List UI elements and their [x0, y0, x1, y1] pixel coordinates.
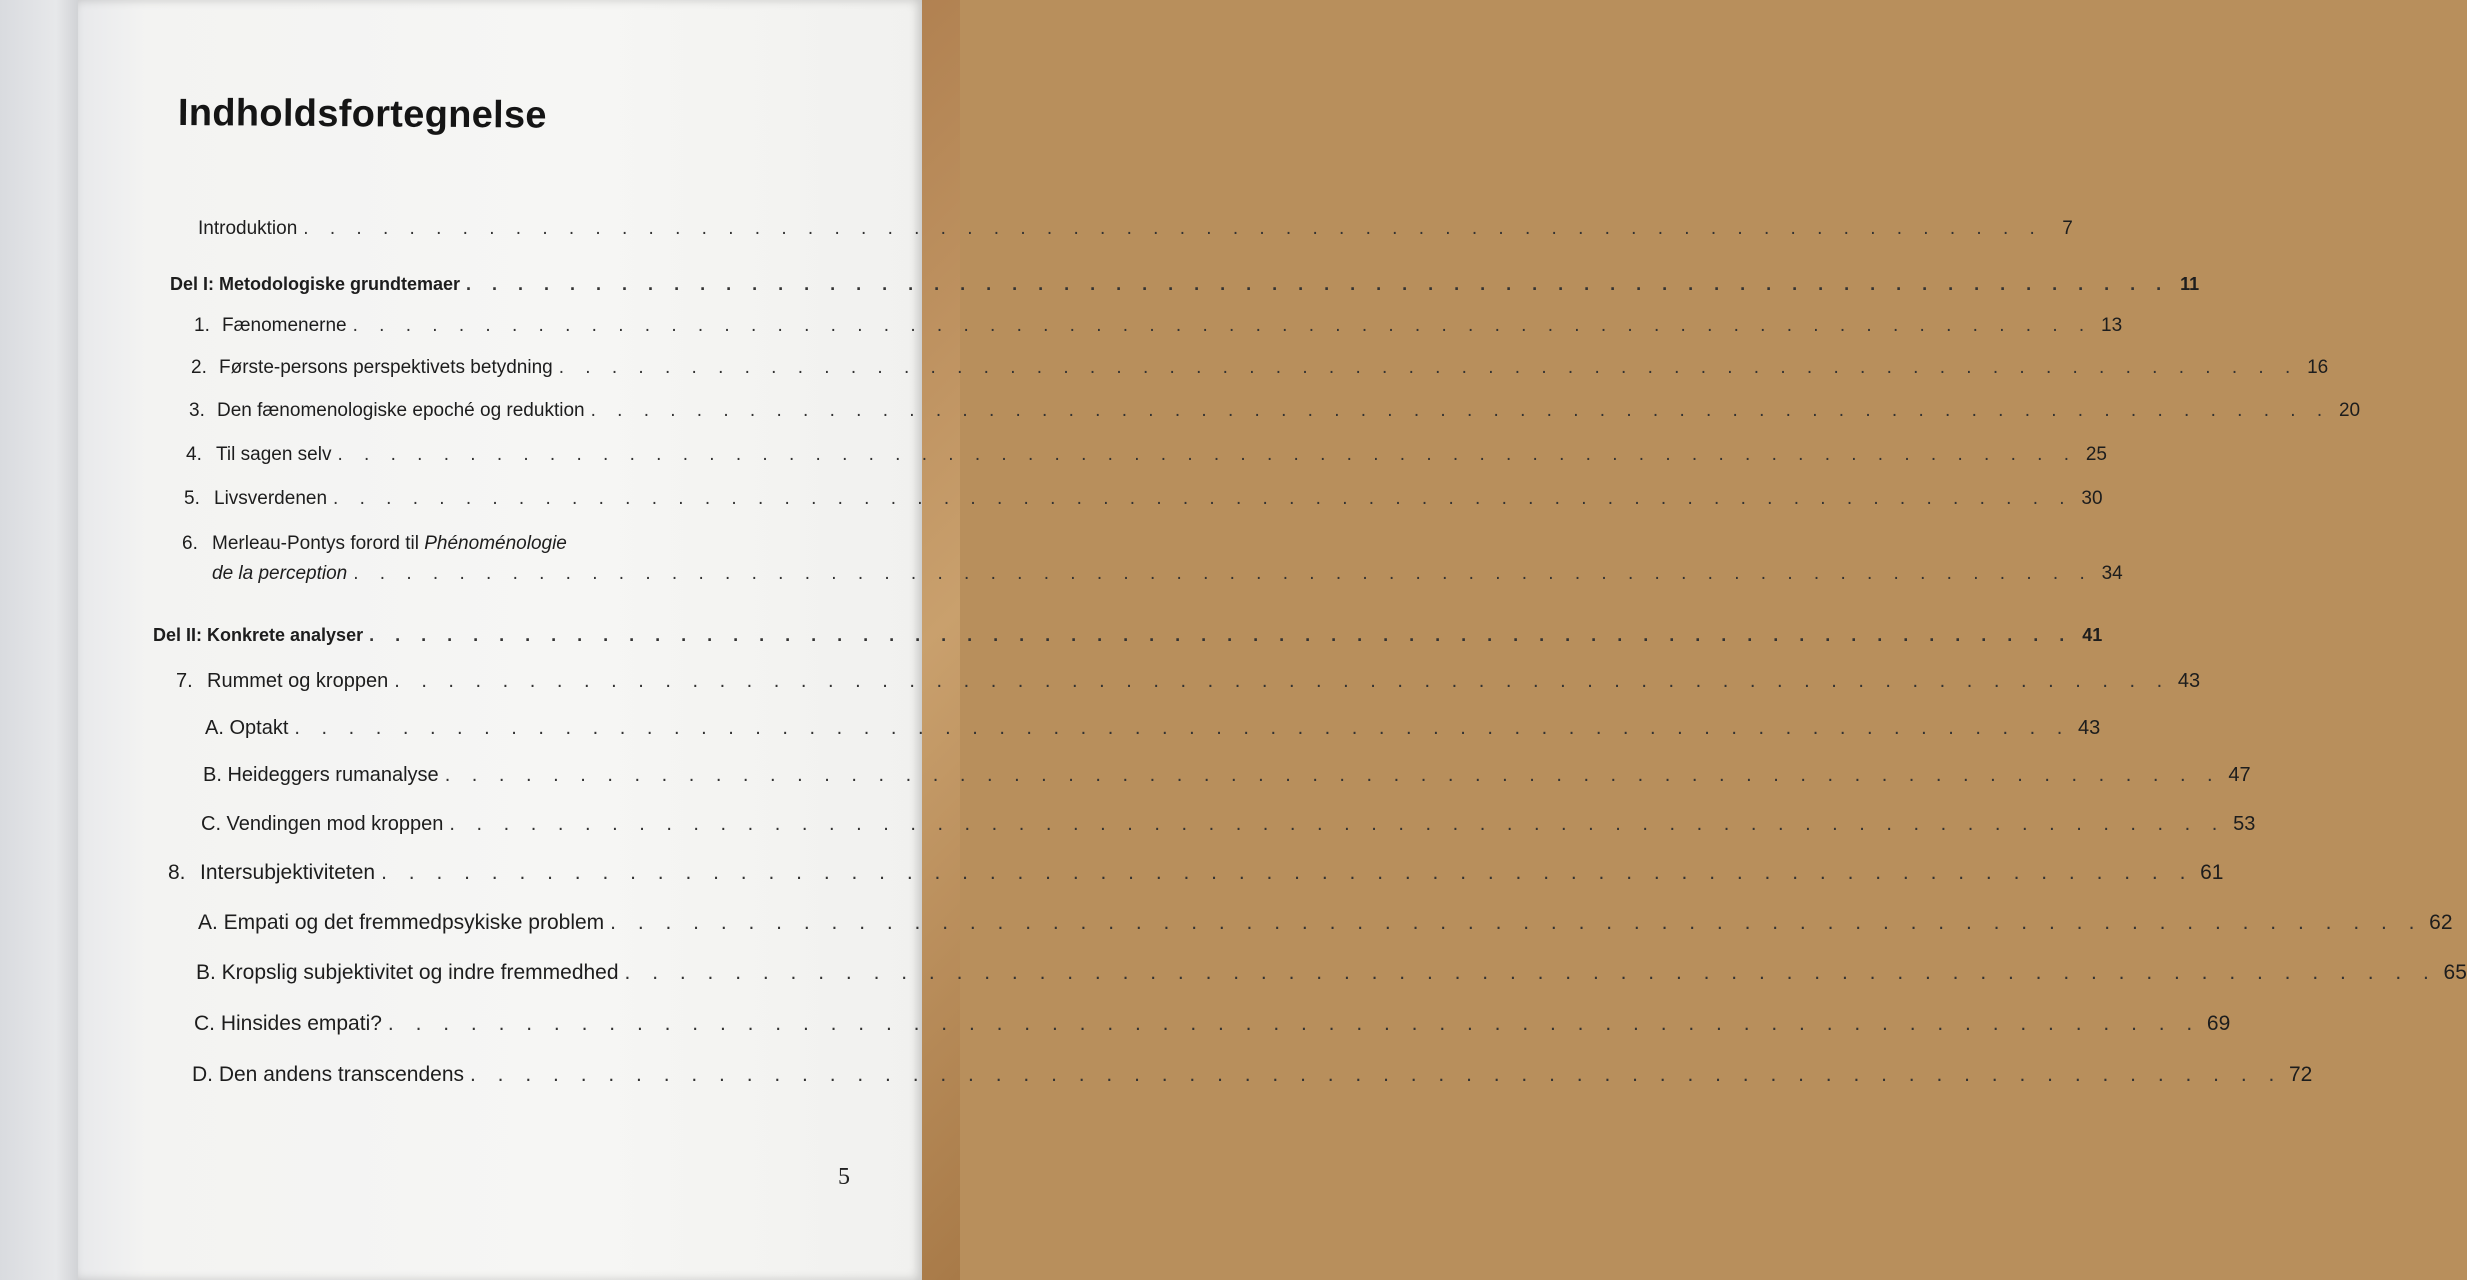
leader-dots: . . . . . . . . . . . . . . . . . . . . . . . . . . . . . . . . . . . . . . . . . . . . . . . . . . . . . . . . . . . . . . . . . .	[294, 717, 2071, 739]
leader-dots: . . . . . . . . . . . . . . . . . . . . . . . . . . . . . . . . . . . . . . . . . . . . . . . . . . . . . . . . . . . . . . . . . .	[449, 813, 2226, 835]
toc-entry-page: 53	[2233, 813, 2256, 835]
toc-entry-page: 47	[2228, 764, 2251, 786]
toc-entry-label-italic: de la perception	[212, 563, 348, 584]
toc-entry-label: B. Kropslig subjektivitet og indre fremmedhed	[196, 961, 619, 984]
toc-entry-label: Til sagen selv	[216, 444, 332, 465]
toc-entry-chapter-8	[168, 861, 2224, 885]
chapter-number: 8.	[168, 861, 186, 884]
leader-dots: . . . . . . . . . . . . . . . . . . . . . . . . . . . . . . . . . . . . . . . . . . . . . . . . . . . . . . . . . . . . . . . . . .	[369, 625, 2073, 645]
chapter-number: 5.	[184, 488, 200, 509]
toc-entry-section-7c	[201, 813, 2256, 836]
toc-entry-chapter-1	[194, 315, 2123, 337]
leader-dots: . . . . . . . . . . . . . . . . . . . . . . . . . . . . . . . . . . . . . . . . . . . . . . . . . . . . . . . . . . . . . . . . . .	[303, 218, 2043, 239]
toc-entry-page: 65	[2443, 961, 2467, 984]
toc-entry-label: Rummet og kroppen	[207, 670, 389, 692]
toc-entry-label: C. Vendingen mod kroppen	[201, 813, 444, 835]
leader-dots: . . . . . . . . . . . . . . . . . . . . . . . . . . . . . . . . . . . . . . . . . . . . . . . . . . . . . . . . . . . . . . . . . .	[444, 764, 2221, 786]
leader-dots: . . . . . . . . . . . . . . . . . . . . . . . . . . . . . . . . . . . . . . . . . . . . . . . . . . . . . . . . . . . . . . . . . .	[590, 400, 2331, 421]
toc-entry-section-7b	[203, 764, 2251, 787]
leader-dots: . . . . . . . . . . . . . . . . . . . . . . . . . . . . . . . . . . . . . . . . . . . . . . . . . . . . . . . . . . . . . . . . . .	[353, 563, 2093, 584]
toc-entry-label: Første-persons perspektivets betydning	[219, 357, 553, 378]
toc-part-heading-1	[170, 274, 2200, 295]
toc-entry-label: A. Empati og det fremmedpsykiske problem	[198, 911, 605, 934]
toc-entry-section-8b	[196, 961, 2467, 985]
toc-entry-page: 16	[2307, 357, 2329, 378]
toc-entry-label: B. Heideggers rumanalyse	[203, 764, 439, 786]
toc-entry-label: Fænomenerne	[222, 315, 347, 336]
chapter-number: 6.	[182, 533, 198, 554]
toc-entry-label: C. Hinsides empati?	[194, 1012, 382, 1035]
toc-entry-label: Introduktion	[198, 218, 298, 239]
toc-entry-chapter-2	[191, 357, 2329, 379]
toc-entry-page: 30	[2081, 488, 2103, 509]
toc-entry-label: Del I: Metodologiske grundtemaer	[170, 274, 461, 294]
toc-entry-chapter-7	[176, 670, 2201, 693]
chapter-number: 2.	[191, 357, 207, 378]
toc-entry-page: 20	[2338, 400, 2361, 421]
toc-entry-page: 34	[2101, 563, 2123, 584]
toc-entry-section-8d	[192, 1063, 2313, 1087]
leader-dots: . . . . . . . . . . . . . . . . . . . . . . . . . . . . . . . . . . . . . . . . . . . . . . . . . . . . . . . . . . . . . . . . . .	[387, 1012, 2201, 1035]
chapter-number: 1.	[194, 315, 210, 336]
leader-dots: . . . . . . . . . . . . . . . . . . . . . . . . . . . . . . . . . . . . . . . . . . . . . . . . . . . . . . . . . . . . . . . . . .	[394, 670, 2171, 692]
leader-dots: . . . . . . . . . . . . . . . . . . . . . . . . . . . . . . . . . . . . . . . . . . . . . . . . . . . . . . . . . . . . . . . . . .	[352, 315, 2093, 336]
toc-entry-page: 11	[2180, 274, 2200, 294]
toc-entry-chapter-3	[189, 400, 2361, 422]
toc-entry-label-italic: Phénoménologie	[424, 533, 567, 554]
leader-dots: . . . . . . . . . . . . . . . . . . . . . . . . . . . . . . . . . . . . . . . . . . . . . . . . . . . . . . . . . . . . . . . . . .	[610, 911, 2423, 934]
chapter-number: 4.	[186, 444, 202, 465]
chapter-number: 7.	[176, 670, 193, 692]
toc-part-heading-2	[153, 625, 2103, 646]
toc-entry-page: 13	[2101, 315, 2123, 336]
toc-entry-label: A. Optakt	[205, 717, 289, 739]
page-number: 5	[838, 1164, 850, 1190]
leader-dots: . . . . . . . . . . . . . . . . . . . . . . . . . . . . . . . . . . . . . . . . . . . . . . . . . . . . . . . . . . . . . . . . . .	[558, 357, 2299, 378]
toc-entry-page: 41	[2082, 625, 2103, 645]
toc-entry-page: 61	[2200, 861, 2224, 884]
toc-entry-section-8a	[198, 911, 2453, 935]
toc-entry-chapter-4	[186, 444, 2107, 466]
toc-entry-chapter-5	[184, 488, 2103, 510]
toc-entry-page: 7	[2062, 218, 2073, 239]
leader-dots: . . . . . . . . . . . . . . . . . . . . . . . . . . . . . . . . . . . . . . . . . . . . . . . . . . . . . . . . . . . . . . . . . .	[624, 961, 2437, 984]
toc-entry-label: Del II: Konkrete analyser	[153, 625, 364, 645]
leader-dots: . . . . . . . . . . . . . . . . . . . . . . . . . . . . . . . . . . . . . . . . . . . . . . . . . . . . . . . . . . . . . . . . . .	[337, 444, 2077, 465]
leader-dots: . . . . . . . . . . . . . . . . . . . . . . . . . . . . . . . . . . . . . . . . . . . . . . . . . . . . . . . . . . . . . . . . . .	[381, 861, 2194, 884]
toc-entry-label-part: Merleau-Pontys forord til	[212, 533, 425, 554]
toc-entry-section-7a	[205, 717, 2101, 740]
toc-entry-chapter-6-line-1	[182, 533, 567, 555]
leader-dots: . . . . . . . . . . . . . . . . . . . . . . . . . . . . . . . . . . . . . . . . . . . . . . . . . . . . . . . . . . . . . . . . . .	[333, 488, 2073, 509]
facing-page-edge	[0, 0, 80, 1280]
leader-dots: . . . . . . . . . . . . . . . . . . . . . . . . . . . . . . . . . . . . . . . . . . . . . . . . . . . . . . . . . . . . . . . . . .	[466, 274, 2170, 294]
toc-entry-chapter-6-line-2	[212, 563, 2123, 585]
toc-entry-label: D. Den andens transcendens	[192, 1063, 465, 1086]
toc-entry-label: Livsverdenen	[214, 488, 328, 509]
toc-entry-page: 43	[2177, 670, 2201, 692]
toc-entry-label: Den fænomenologiske epoché og reduktion	[217, 400, 585, 421]
toc-entry-page: 69	[2206, 1012, 2231, 1035]
toc-entry-page: 72	[2288, 1063, 2313, 1086]
chapter-number: 3.	[189, 400, 205, 421]
toc-entry-label: Intersubjektiviteten	[200, 861, 376, 884]
leader-dots: . . . . . . . . . . . . . . . . . . . . . . . . . . . . . . . . . . . . . . . . . . . . . . . . . . . . . . . . . . . . . . . . . .	[470, 1063, 2283, 1086]
toc-entry-section-8c	[194, 1012, 2231, 1036]
toc-entry-introduktion	[198, 218, 2073, 240]
page-title: Indholdsfortegnelse	[177, 92, 547, 137]
toc-entry-page: 43	[2078, 717, 2101, 739]
toc-entry-page: 25	[2085, 444, 2107, 465]
toc-entry-page: 62	[2429, 911, 2453, 934]
